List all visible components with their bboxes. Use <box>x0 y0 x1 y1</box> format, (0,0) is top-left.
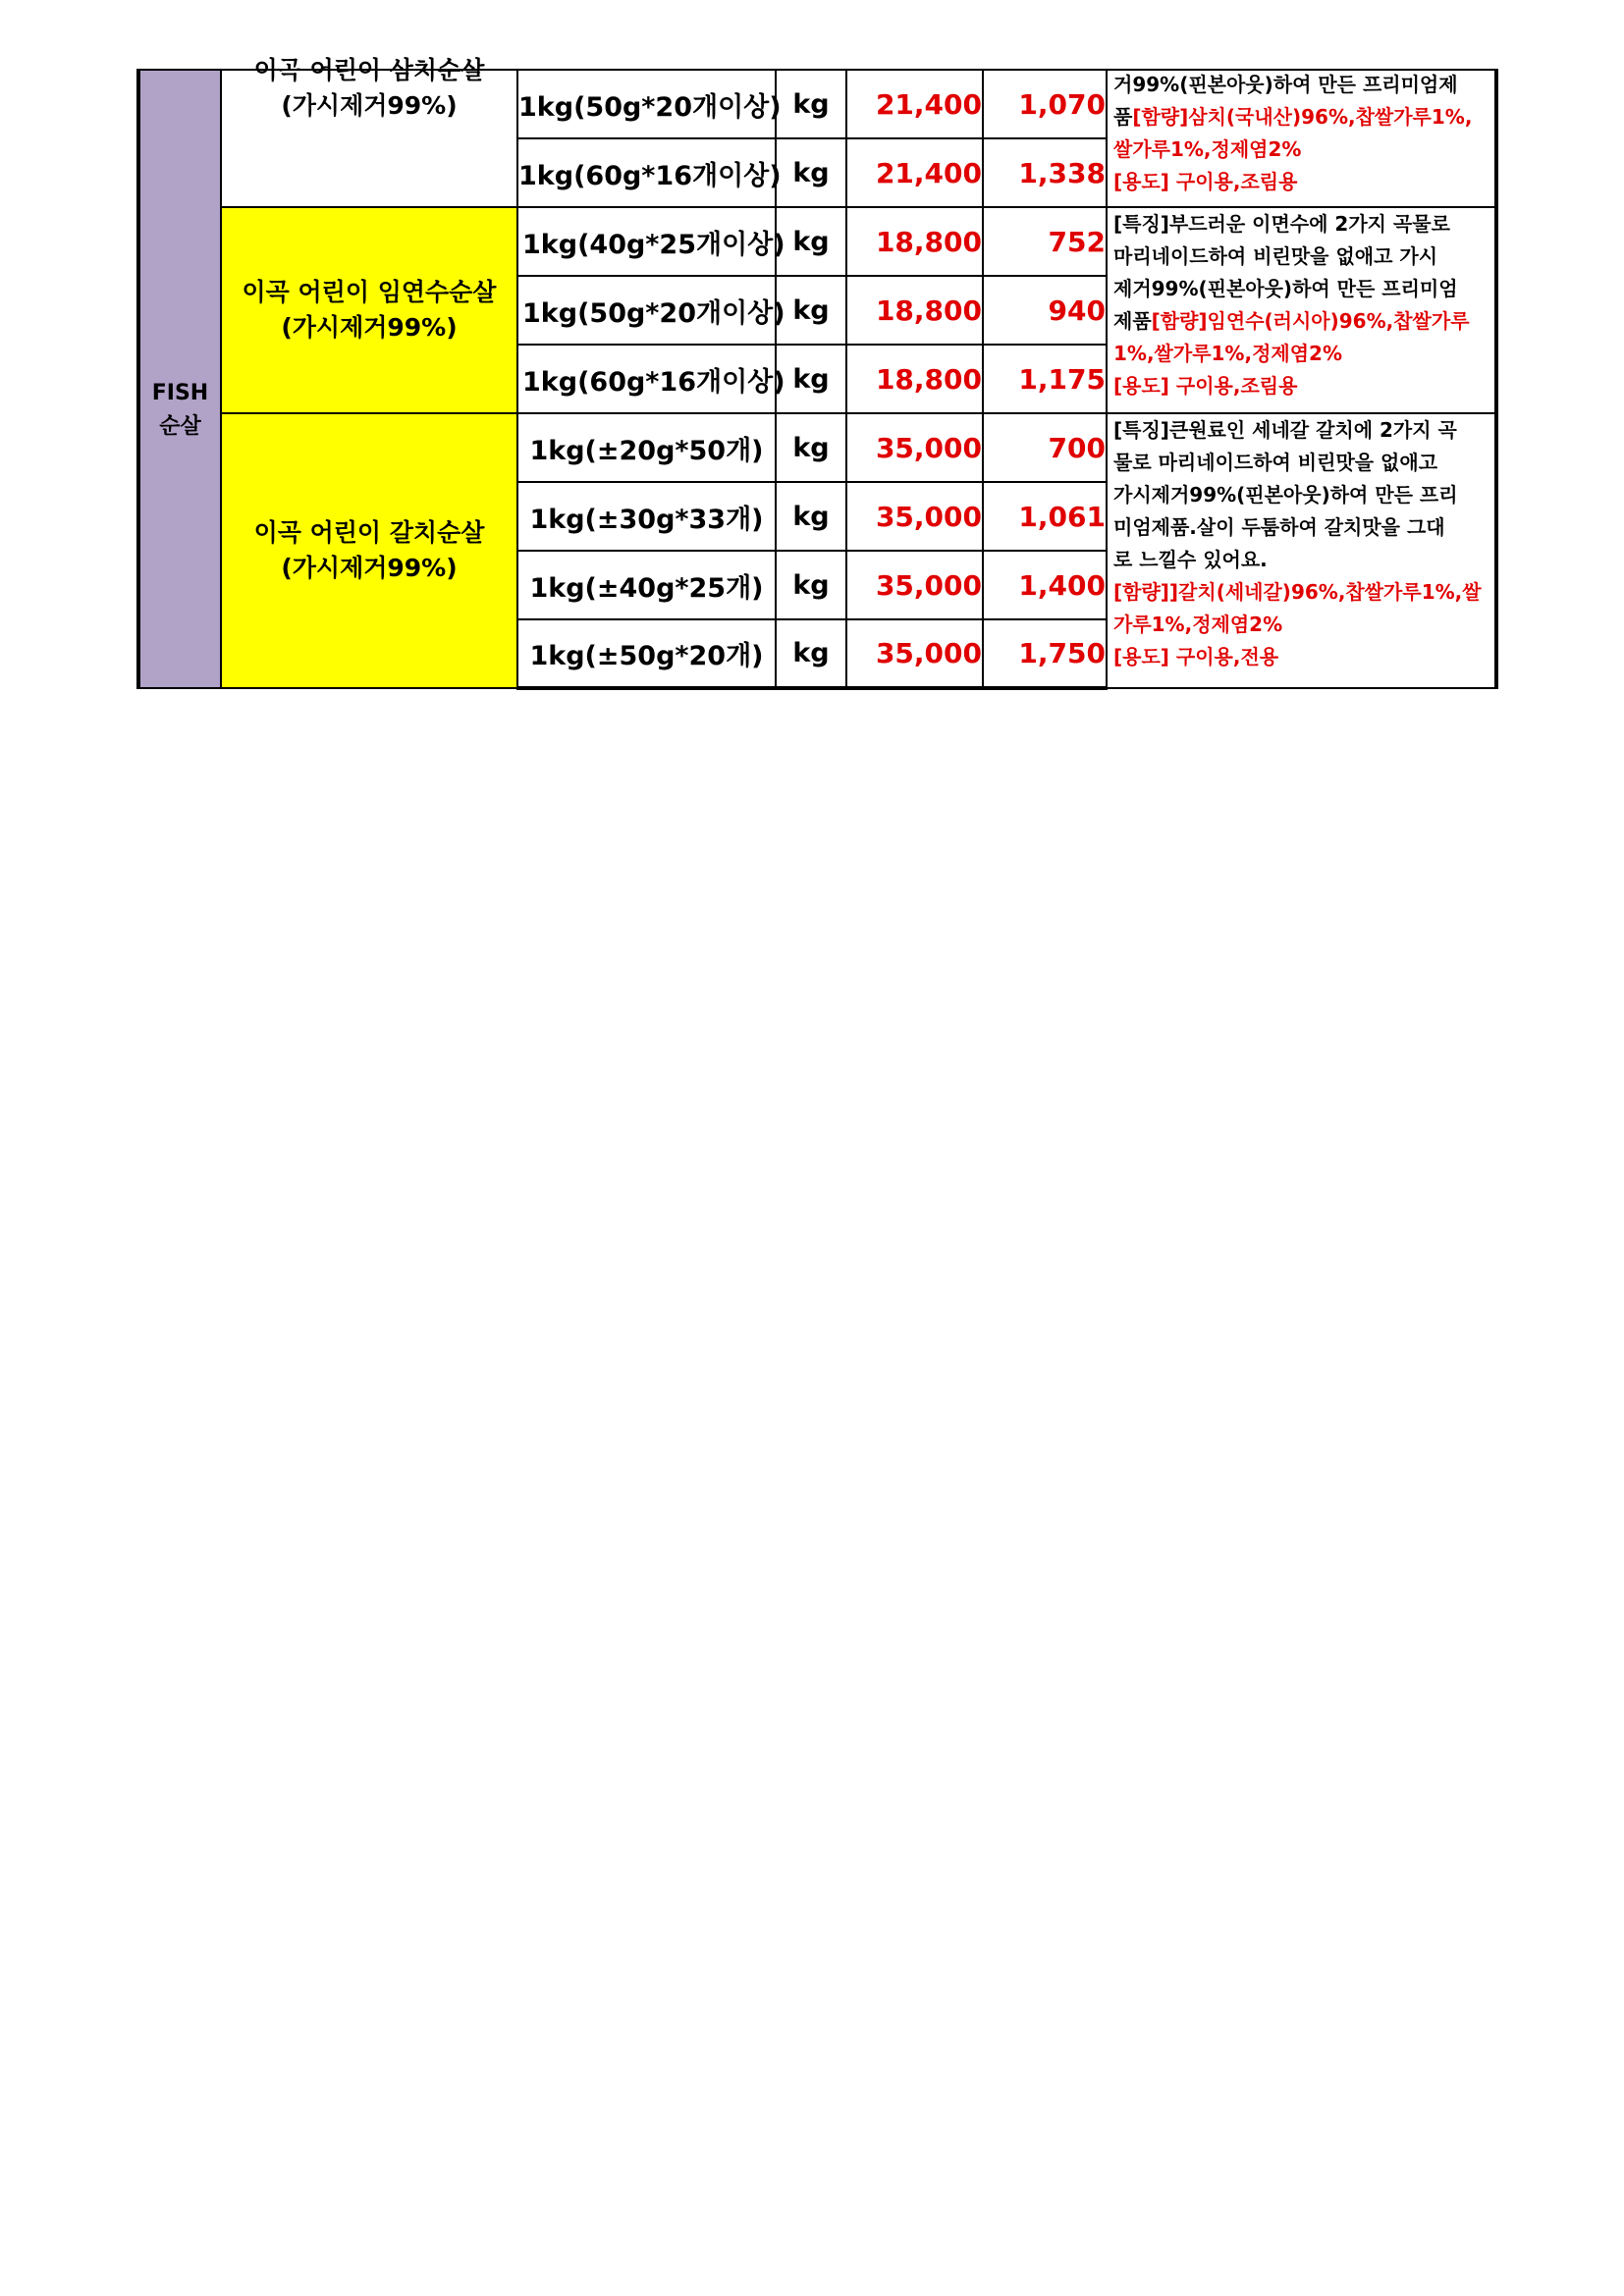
unit-cell: kg <box>776 345 846 413</box>
desc-line: 가시제거99%(핀본아웃)하여 만든 프리 <box>1113 483 1458 507</box>
product-name: 이곡 어린이 갈치순살 <box>253 518 485 547</box>
desc-line: [함량]임연수(러시아)96%,찹쌀가루 <box>1151 309 1470 333</box>
desc-line: 미엄제품.살이 두툼하여 갈치맛을 그대 <box>1113 515 1445 539</box>
price-cell: 35,000 <box>846 413 983 482</box>
desc-line: [용도] 구이용,조림용 <box>1113 170 1298 193</box>
desc-line: 쌀가루1%,정제염2% <box>1113 137 1302 161</box>
description-cell <box>1107 70 1496 207</box>
product-name: 이곡 어린이 임연수순살 <box>242 278 497 306</box>
desc-line: 1%,쌀가루1%,정제염2% <box>1113 342 1342 365</box>
price-cell: 35,000 <box>846 619 983 688</box>
desc-line: 물로 마리네이드하여 비린맛을 없애고 <box>1113 451 1438 474</box>
unit-price-cell: 1,400 <box>983 551 1107 619</box>
description-cell <box>1107 413 1496 688</box>
product-name-cell <box>221 413 517 688</box>
unit-price-cell: 940 <box>983 276 1107 345</box>
spec-cell: 1kg(40g*25개이상) <box>517 207 776 276</box>
description-cell <box>1107 207 1496 413</box>
spec-cell: 1kg(50g*20개이상) <box>517 70 776 138</box>
unit-price-cell: 1,338 <box>983 138 1107 207</box>
table-row <box>138 70 1496 138</box>
price-cell: 18,800 <box>846 207 983 276</box>
table-row <box>138 207 1496 276</box>
unit-price-cell: 1,750 <box>983 619 1107 688</box>
unit-price-cell: 752 <box>983 207 1107 276</box>
category-cell <box>138 70 221 688</box>
desc-line: [함량]삼치(국내산)96%,찹쌀가루1%, <box>1132 105 1473 129</box>
unit-price-cell: 1,070 <box>983 70 1107 138</box>
price-cell: 21,400 <box>846 138 983 207</box>
desc-line: [용도] 구이용,조림용 <box>1113 374 1298 398</box>
product-subtitle: (가시제거99%) <box>281 313 458 342</box>
product-subtitle: (가시제거99%) <box>281 91 458 120</box>
desc-line: [특징]큰원료인 세네갈 갈치에 2가지 곡 <box>1113 418 1457 442</box>
desc-line: 로 느낄수 있어요. <box>1113 548 1268 571</box>
spec-cell: 1kg(50g*20개이상) <box>517 276 776 345</box>
desc-line: 마리네이드하여 비린맛을 없애고 가시 <box>1113 244 1438 268</box>
unit-price-cell: 700 <box>983 413 1107 482</box>
price-table <box>136 56 1498 690</box>
product-name: 이곡 어린이 삼치순살 <box>253 56 485 84</box>
unit-cell: kg <box>776 138 846 207</box>
price-cell: 35,000 <box>846 482 983 551</box>
product-name-cell <box>221 207 517 413</box>
price-cell: 35,000 <box>846 551 983 619</box>
spec-cell: 1kg(±30g*33개) <box>517 482 776 551</box>
price-cell: 18,800 <box>846 345 983 413</box>
product-subtitle: (가시제거99%) <box>281 554 458 582</box>
spec-cell: 1kg(±50g*20개) <box>517 619 776 688</box>
desc-line: 가루1%,정제염2% <box>1113 613 1283 636</box>
price-sheet <box>136 56 1494 689</box>
desc-line: [용도] 구이용,전용 <box>1113 645 1279 668</box>
unit-cell: kg <box>776 70 846 138</box>
table-row <box>138 413 1496 482</box>
unit-cell: kg <box>776 276 846 345</box>
desc-line: 제거99%(핀본아웃)하여 만든 프리미엄 <box>1113 277 1458 300</box>
desc-line: 거99%(핀본아웃)하여 만든 프리미엄제 <box>1113 73 1458 96</box>
unit-cell: kg <box>776 619 846 688</box>
unit-cell: kg <box>776 413 846 482</box>
unit-cell: kg <box>776 482 846 551</box>
category-label-ko: 순살 <box>159 414 201 439</box>
unit-price-cell: 1,175 <box>983 345 1107 413</box>
spec-cell: 1kg(±40g*25개) <box>517 551 776 619</box>
desc-line: [함량]]갈치(세네갈)96%,찹쌀가루1%,쌀 <box>1113 580 1482 604</box>
price-cell: 18,800 <box>846 276 983 345</box>
desc-line: 제품 <box>1113 309 1152 333</box>
unit-cell: kg <box>776 551 846 619</box>
unit-cell: kg <box>776 207 846 276</box>
desc-line: 품 <box>1113 105 1133 129</box>
price-cell: 21,400 <box>846 70 983 138</box>
spec-cell: 1kg(60g*16개이상) <box>517 138 776 207</box>
spec-cell: 1kg(±20g*50개) <box>517 413 776 482</box>
category-label-en: FISH <box>151 381 209 405</box>
product-name-cell <box>221 56 517 207</box>
spec-cell: 1kg(60g*16개이상) <box>517 345 776 413</box>
desc-line: [특징]부드러운 이면수에 2가지 곡물로 <box>1113 212 1450 236</box>
unit-price-cell: 1,061 <box>983 482 1107 551</box>
